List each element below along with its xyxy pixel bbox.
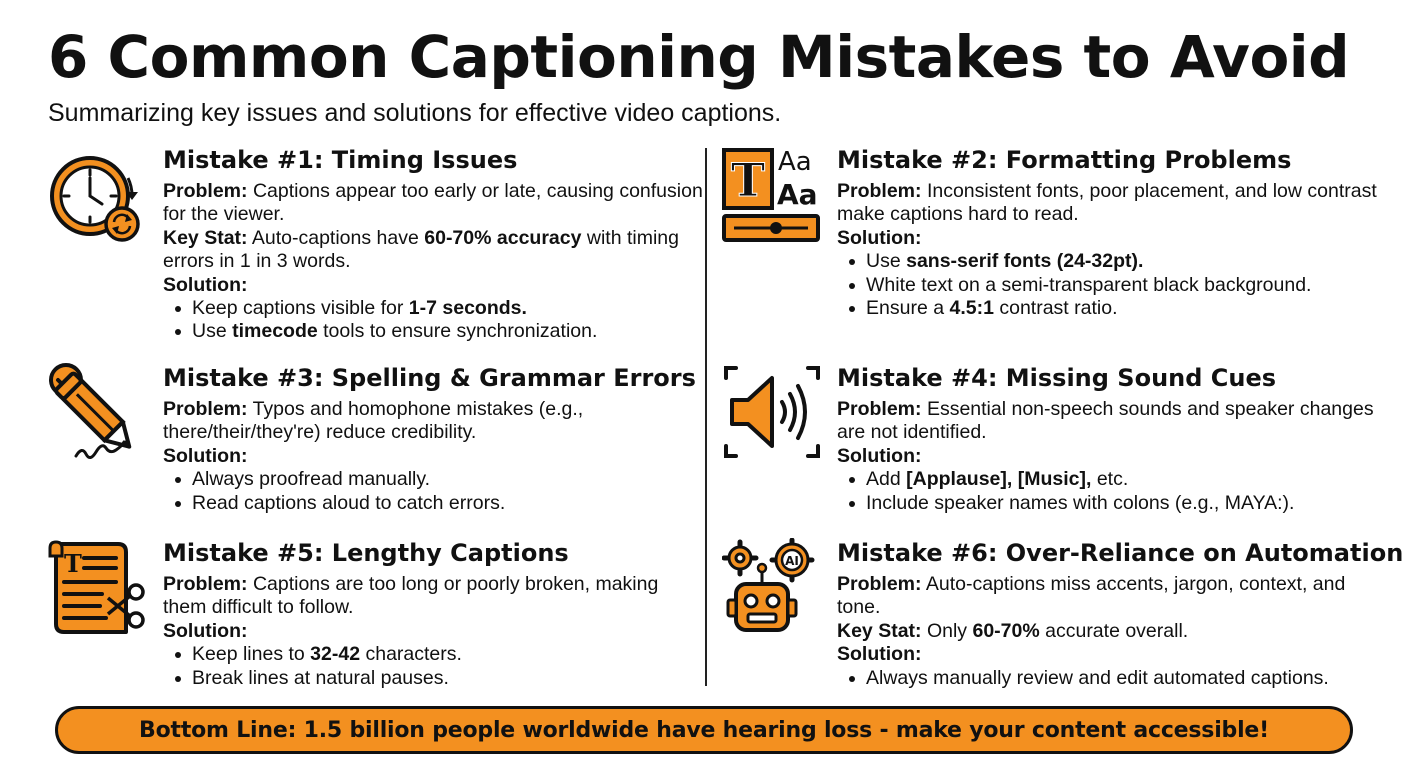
robot-gears-icon: [722, 538, 822, 638]
problem-text: Captions appear too early or late, causing confusion for the viewer.: [163, 180, 703, 226]
mistake-4-body: [837, 398, 1377, 515]
speaker-sound-icon: [722, 362, 822, 462]
solution-label: Solution:: [837, 444, 922, 467]
mistake-3-title: Mistake #3: Spelling & Grammar Errors: [163, 364, 696, 392]
solution-bullet: Keep lines to 32-42 characters.: [173, 643, 703, 666]
mistake-6-body: [837, 573, 1377, 690]
solution-bullet: Read captions aloud to catch errors.: [173, 492, 703, 515]
svg-text:T: T: [730, 153, 766, 207]
bottom-line-text: Bottom Line: 1.5 billion people worldwide have hearing loss - make your content accessible!: [139, 717, 1269, 743]
mistake-5-title: Mistake #5: Lengthy Captions: [163, 539, 569, 567]
problem-label: Problem:: [837, 180, 922, 202]
problem-text: Captions are too long or poorly broken, making them difficult to follow.: [163, 573, 659, 619]
mistake-6-title: Mistake #6: Over-Reliance on Automation: [837, 539, 1404, 567]
solution-bullet: Ensure a 4.5:1 contrast ratio.: [847, 297, 1377, 320]
mistake-1-title: Mistake #1: Timing Issues: [163, 146, 518, 174]
solution-bullet: Always proofread manually.: [173, 468, 703, 491]
solution-bullet: Always manually review and edit automated captions.: [847, 667, 1377, 690]
solution-label: Solution:: [837, 643, 922, 666]
problem-text: Auto-captions miss accents, jargon, context, and tone.: [837, 573, 1346, 619]
page-title: 6 Common Captioning Mistakes to Avoid: [48, 23, 1350, 91]
problem-text: Typos and homophone mistakes (e.g., there/their/they're) reduce credibility.: [163, 398, 584, 444]
problem-label: Problem:: [163, 398, 248, 420]
page-subtitle: Summarizing key issues and solutions for effective video captions.: [48, 99, 782, 127]
problem-text: Inconsistent fonts, poor placement, and low contrast make captions hard to read.: [837, 180, 1377, 226]
stat-text: Only: [926, 619, 968, 642]
problem-label: Problem:: [837, 573, 922, 595]
solution-bullet: Include speaker names with colons (e.g., MAYA:).: [847, 492, 1377, 515]
svg-text:Aa: Aa: [778, 147, 812, 177]
solution-bullet: Add [Applause], [Music], etc.: [847, 468, 1377, 491]
font-format-icon: [722, 146, 822, 246]
mistake-1-body: [163, 180, 703, 344]
problem-label: Problem:: [163, 573, 248, 595]
column-divider: [705, 148, 707, 686]
solution-bullet: Use sans-serif fonts (24-32pt).: [847, 250, 1377, 273]
mistake-3-body: [163, 398, 703, 515]
mistake-2-body: [837, 180, 1377, 320]
stat-text-end: with timing errors in 1 in 3 words.: [163, 226, 679, 273]
problem-text: Essential non-speech sounds and speaker changes are not identified.: [837, 398, 1374, 444]
stat-highlight: 60-70% accuracy: [424, 226, 582, 249]
svg-text:T: T: [64, 549, 82, 578]
mistake-2-title: Mistake #2: Formatting Problems: [837, 146, 1292, 174]
stat-label: Key Stat:: [163, 226, 248, 249]
svg-text:AI: AI: [785, 554, 799, 568]
solution-label: Solution:: [163, 444, 248, 467]
svg-text:Aa: Aa: [777, 178, 818, 211]
problem-label: Problem:: [837, 398, 922, 420]
pencil-check-icon: [46, 362, 146, 462]
problem-label: Problem:: [163, 180, 248, 202]
solution-bullet: White text on a semi-transparent black background.: [847, 274, 1377, 297]
stat-label: Key Stat:: [837, 619, 922, 642]
mistake-4-title: Mistake #4: Missing Sound Cues: [837, 364, 1277, 392]
stat-highlight: 60-70%: [972, 619, 1040, 642]
solution-label: Solution:: [837, 226, 922, 249]
stat-text: Auto-captions have: [251, 226, 419, 249]
solution-bullet: Use timecode tools to ensure synchronization.: [173, 320, 703, 343]
solution-label: Solution:: [163, 273, 248, 296]
solution-bullet: Keep captions visible for 1-7 seconds.: [173, 297, 703, 320]
stat-text-end: accurate overall.: [1045, 619, 1189, 642]
solution-bullet: Break lines at natural pauses.: [173, 667, 703, 690]
solution-label: Solution:: [163, 619, 248, 642]
bottom-line-banner: [55, 706, 1353, 754]
document-scissors-icon: [46, 538, 146, 638]
clock-sync-icon: [46, 148, 146, 248]
mistake-5-body: [163, 573, 703, 690]
